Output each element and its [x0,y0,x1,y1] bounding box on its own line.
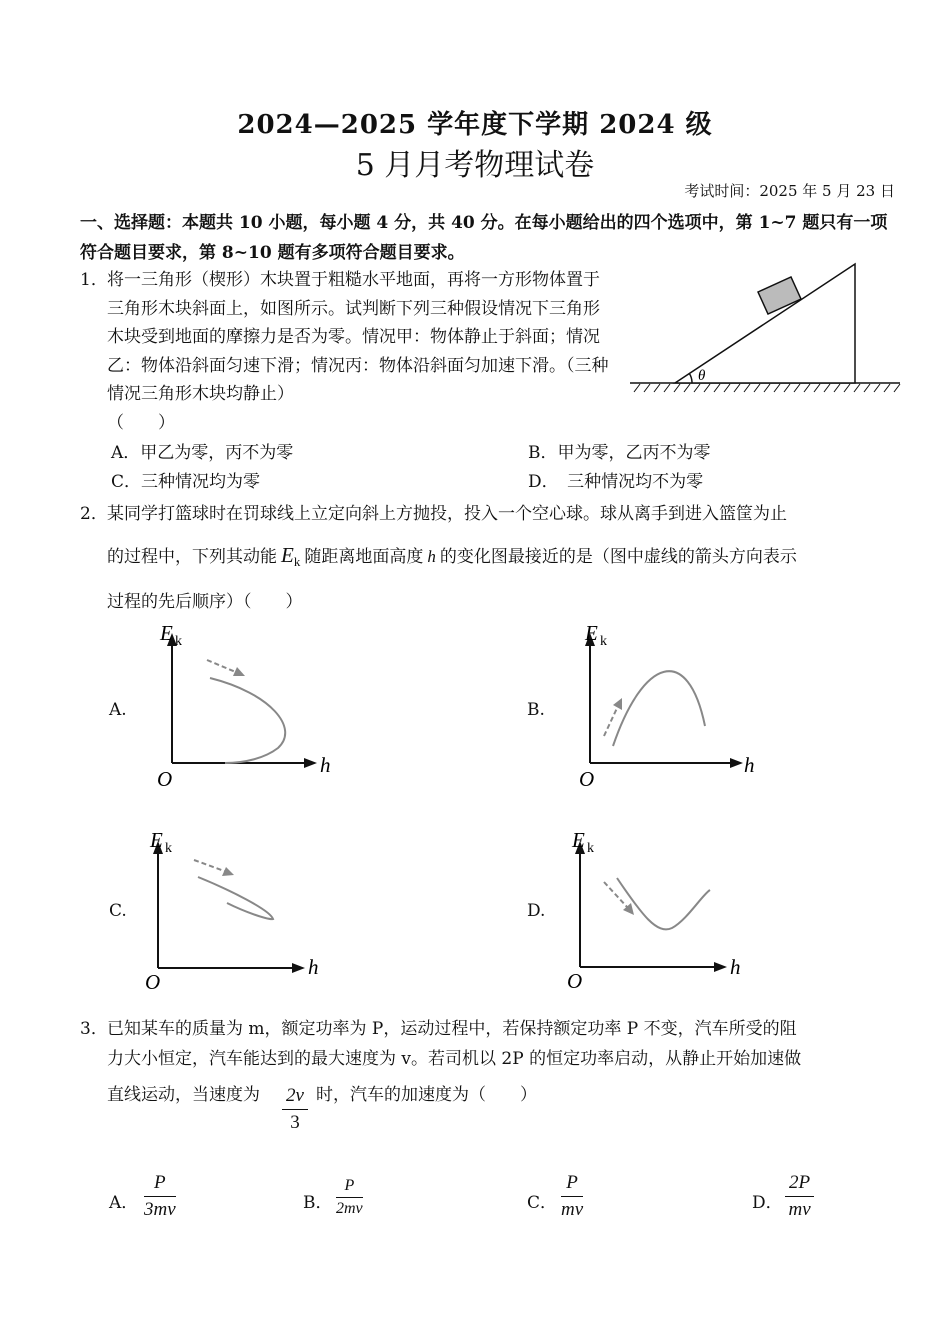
question-3-line3a: 直线运动，当速度为 [107,1085,260,1105]
question-2 [80,494,900,623]
q1-option-a[interactable]: A．甲乙为零，丙不为零 [111,443,294,463]
svg-text:k: k [587,841,594,856]
svg-text:O: O [145,970,161,994]
q3-option-c-label[interactable]: C． [527,1193,558,1213]
q2-option-c-label[interactable]: C. [109,901,127,921]
exam-title-line1: 2024—2025 学年度下学期 2024 级 [237,110,713,140]
q3-option-d-label[interactable]: D． [752,1193,783,1213]
question-1-number: 1． [80,270,108,290]
svg-text:O: O [567,969,583,993]
q2-graph-a[interactable] [150,618,350,793]
exam-date: 考试时间：2025 年 5 月 23 日 [684,182,895,200]
svg-text:E: E [585,621,598,645]
q2-graph-c[interactable] [140,820,340,995]
svg-text:k: k [165,841,172,856]
question-3-line3b: 时，汽车的加速度为（ ） [316,1085,537,1105]
speed-fraction: $\frac{2v}{3}$ [282,1085,308,1134]
svg-text:k: k [600,634,607,649]
q1-option-b[interactable]: B．甲为零，乙丙不为零 [528,443,711,463]
q3-option-b-fraction[interactable]: $\frac{P}{2mv}$ [336,1177,363,1217]
ek-symbol: E [281,543,294,567]
svg-text:h: h [730,955,741,979]
question-3-line2: 力大小恒定，汽车能达到的最大速度为 v。若司机以 2P 的恒定功率启动，从静止开始加速做 [107,1049,802,1069]
q2-option-a-label[interactable]: A. [109,700,127,720]
q2-option-b-label[interactable]: B. [527,700,545,720]
question-3 [80,1014,900,1074]
q3-option-b-label[interactable]: B． [303,1193,333,1213]
svg-text:E: E [150,828,163,852]
svg-text:h: h [320,753,331,777]
svg-text:O: O [579,767,595,791]
incline-diagram [630,258,905,393]
section-1-instructions: 一、选择题：本题共 10 小题，每小题 4 分，共 40 分。在每小题给出的四个选项中，第 1~7 题只有一项符合题目要求，第 8~10 题有多项符合题目要求。 [80,213,888,263]
question-1-text: 将一三角形（楔形）木块置于粗糙水平地面，再将一方形物体置于三角形木块斜面上，如图所示。试判断下列三种假设情况下三角形木块受到地面的摩擦力是否为零。情况甲：物体静止于斜面；情况乙：物体沿斜面匀速下滑；情况丙：物体沿斜面匀加速下滑。（三种情况三角形木块均静止） [107,270,609,404]
exam-title-line2: 5 月月考物理试卷 [355,148,595,183]
svg-text:E: E [572,828,585,852]
question-2-line1: 某同学打篮球时在罚球线上立定向斜上方抛投，投入一个空心球。球从离手到进入篮筐为止 [107,504,787,524]
svg-text:k: k [175,634,182,649]
q2-option-d-label[interactable]: D. [527,901,546,921]
q1-option-c[interactable]: C．三种情况均为零 [111,472,261,492]
svg-text:h: h [744,753,755,777]
svg-text:h: h [308,955,319,979]
question-3-number: 3． [80,1019,108,1039]
svg-text:E: E [160,621,173,645]
angle-theta-label: θ [698,368,706,384]
question-2-line2: 的过程中，下列其动能 $E_k$ 随距离地面高度 h 的变化图最接近的是（图中虚线的箭头方向表示 [107,543,797,570]
q3-option-c-fraction[interactable]: $\frac{P}{mv}$ [561,1172,584,1220]
q1-option-d[interactable]: D． 三种情况均不为零 [528,472,704,492]
question-2-line3: 过程的先后顺序）（ ） [107,592,303,613]
svg-text:O: O [157,767,173,791]
q2-graph-d[interactable] [562,820,762,995]
q3-option-d-fraction[interactable]: $\frac{2P}{mv}$ [785,1172,814,1221]
question-1 [80,266,615,437]
question-2-number: 2． [80,504,108,524]
question-1-paren: （ ） [107,412,175,433]
q3-option-a-fraction[interactable]: $\frac{P}{3mv}$ [144,1172,176,1220]
q2-graph-b[interactable] [568,618,768,793]
question-3-line1: 已知某车的质量为 m，额定功率为 P，运动过程中，若保持额定功率 P 不变，汽车所受的阻 [107,1019,797,1039]
q3-option-a-label[interactable]: A． [109,1193,139,1213]
